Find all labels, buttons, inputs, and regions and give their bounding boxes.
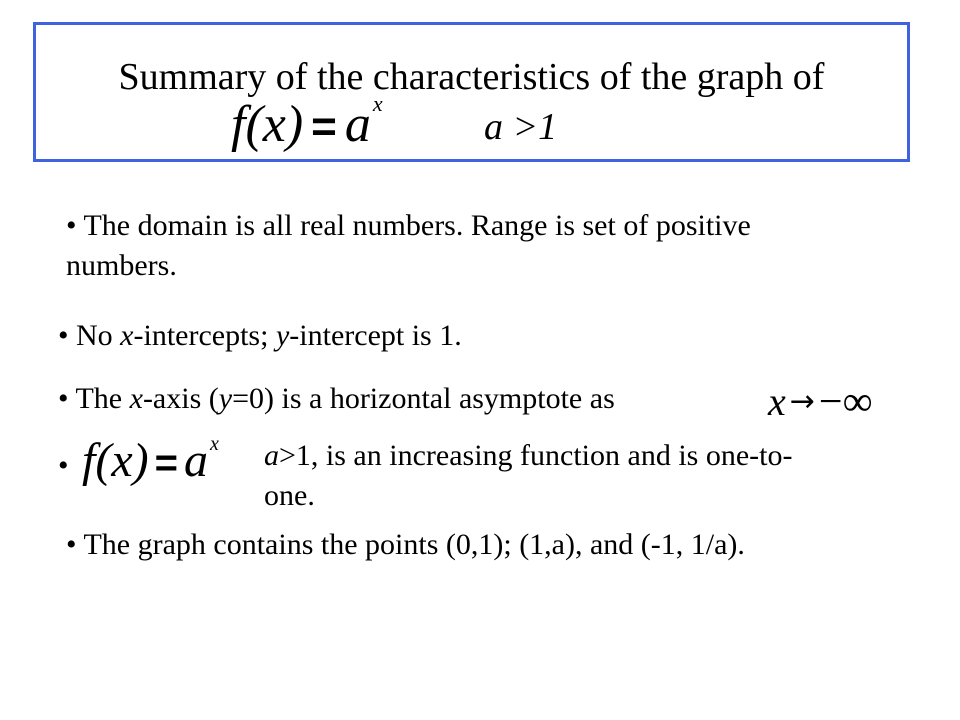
inline-formula — [82, 433, 219, 487]
asymptote-mid2: =0) is a horizontal asymptote as — [232, 382, 615, 415]
asymptote-var-x: x — [129, 382, 143, 415]
intercepts-var-x: x — [120, 319, 134, 352]
bullet-intercepts — [58, 316, 462, 356]
bullet-increasing-text — [264, 436, 824, 516]
bullet-points: • The graph contains the points (0,1); (1,a), and (-1, 1/a). — [66, 528, 745, 561]
bullet-asymptote — [58, 379, 615, 419]
asymptote-mid1: -axis ( — [142, 382, 219, 415]
intercepts-pre: • No — [58, 319, 121, 352]
formula-lhs: f(x) — [231, 96, 304, 153]
limit-expression — [768, 378, 873, 426]
title-text: Summary of the characteristics of the graph of — [118, 56, 825, 98]
formula-equals: = — [154, 441, 178, 485]
intercepts-var-y: y — [275, 319, 290, 352]
increasing-var-a: a — [264, 439, 279, 472]
bullet-domain: • The domain is all real numbers. Range is set of positive numbers. — [66, 209, 751, 282]
formula-lhs: f(x) — [82, 434, 149, 487]
bullet-increasing-dot: • — [58, 449, 69, 482]
intercepts-post: -intercept is 1. — [289, 319, 462, 352]
formula-exponent: x — [372, 91, 383, 116]
title-condition: a >1 — [484, 106, 558, 148]
limit-value: −∞ — [818, 379, 873, 425]
asymptote-pre: • The — [58, 382, 130, 415]
formula-base: a — [344, 96, 371, 153]
arrow-icon: → — [789, 384, 815, 419]
limit-var: x — [768, 379, 786, 424]
increasing-text: >1, is an increasing function and is one-to-one. — [264, 439, 793, 512]
formula-base: a — [183, 434, 208, 487]
title-box — [33, 22, 910, 162]
title-formula — [231, 91, 383, 153]
asymptote-var-y: y — [218, 382, 233, 415]
formula-exponent: x — [209, 433, 219, 455]
formula-equals: = — [311, 102, 337, 151]
intercepts-mid: -intercepts; — [133, 319, 276, 352]
